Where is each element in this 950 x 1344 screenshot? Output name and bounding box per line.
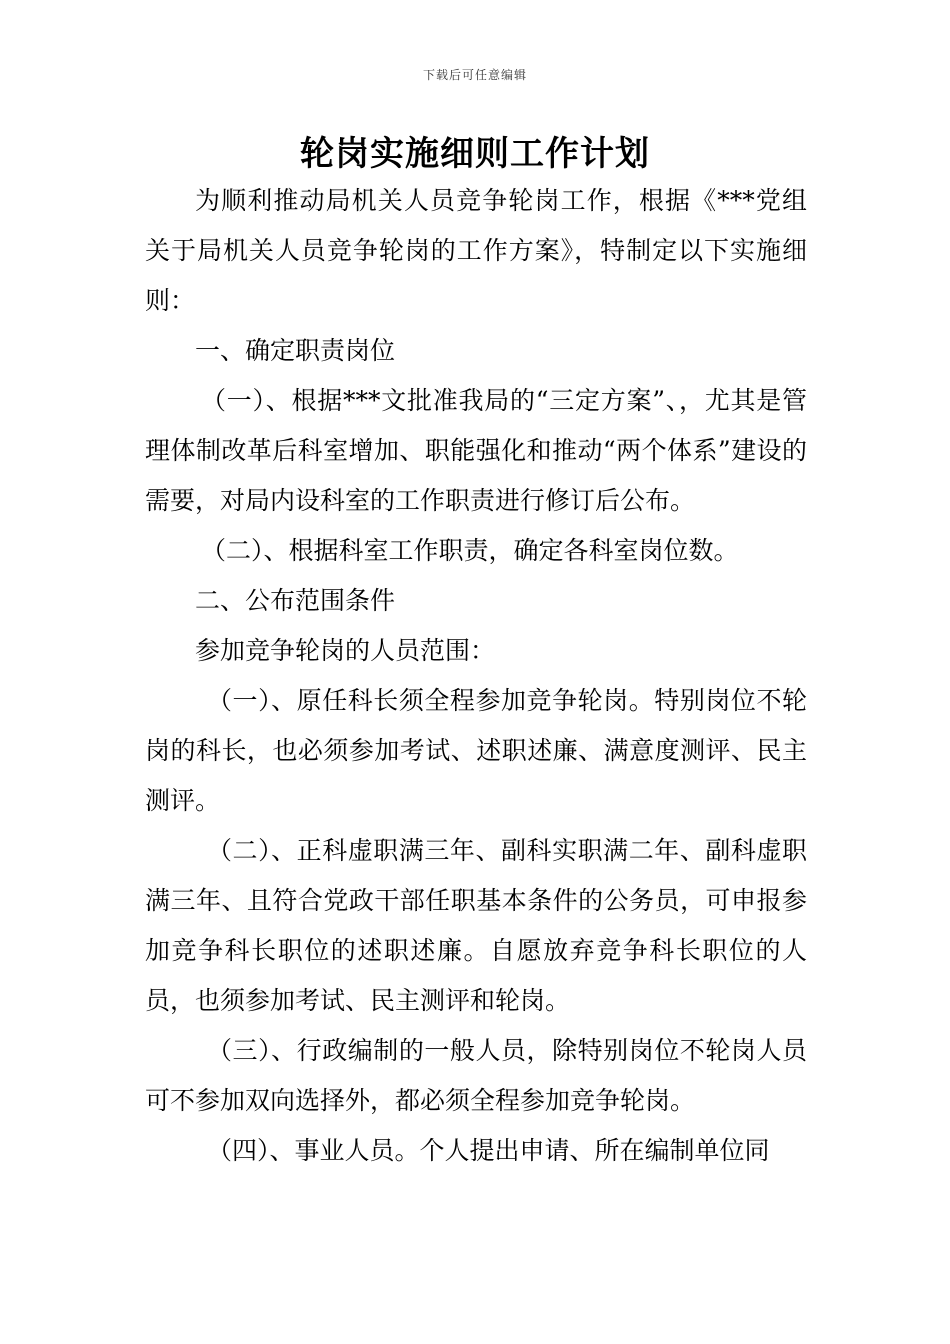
section-2-item-1: （一）、原任科长须全程参加竞争轮岗。特别岗位不轮岗的科长，也必须参加考试、述职述廉、满意度测评、民主测评。 bbox=[145, 686, 807, 815]
section-1-item-1: （一）、根据***文批准我局的“三定方案”、，尤其是管理体制改革后科室增加、职能强化和推动“两个体系”建设的需要，对局内设科室的工作职责进行修订后公布。 bbox=[145, 386, 807, 515]
section-1-item-2: （二）、根据科室工作职责，确定各科室岗位数。 bbox=[201, 536, 739, 565]
section-heading-2: 二、公布范围条件 bbox=[195, 586, 396, 615]
document-title: 轮岗实施细则工作计划 bbox=[300, 134, 650, 174]
section-heading-1: 一、确定职责岗位 bbox=[195, 336, 396, 365]
section-2-item-2: （二）、正科虚职满三年、副科实职满二年、副科虚职满三年、且符合党政干部任职基本条件的公务员，可申报参加竞争科长职位的述职述廉。自愿放弃竞争科长职位的人员，也须参加考试、民主测评和轮岗。 bbox=[145, 836, 807, 1015]
document-body bbox=[145, 176, 807, 1176]
section-2-item-4: （四）、事业人员。个人提出申请、所在编制单位同 bbox=[207, 1136, 770, 1165]
scope-intro: 参加竞争轮岗的人员范围： bbox=[195, 636, 496, 665]
header-note: 下载后可任意编辑 bbox=[422, 68, 527, 82]
section-2-item-3: （三）、行政编制的一般人员，除特别岗位不轮岗人员可不参加双向选择外，都必须全程参加竞争轮岗。 bbox=[145, 1036, 807, 1115]
intro-paragraph: 为顺利推动局机关人员竞争轮岗工作，根据《***党组关于局机关人员竞争轮岗的工作方案》，特制定以下实施细则： bbox=[145, 186, 807, 315]
